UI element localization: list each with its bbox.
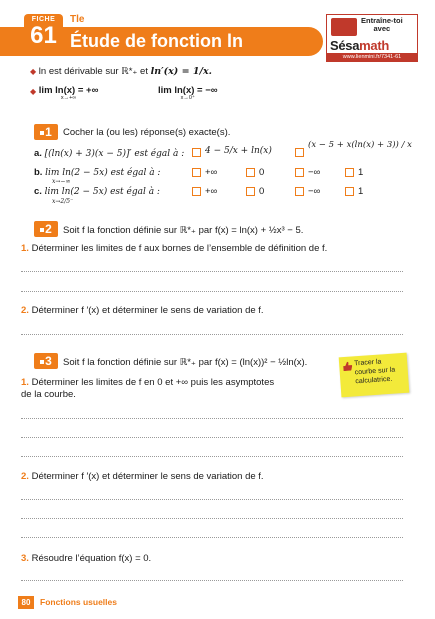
ex1-c-option-2: 0	[259, 186, 265, 197]
ex2-q2	[21, 305, 264, 316]
calculator-sticker	[339, 353, 410, 398]
ex3-statement: Soit f la fonction définie sur ℝ*₊ par f(x) = (ln(x))² − ½ln(x).	[63, 357, 308, 368]
ex1-row-b	[34, 167, 160, 178]
ex1-b-checkbox-2[interactable]	[246, 168, 255, 177]
sesamath-link[interactable]	[326, 14, 418, 62]
answer-line[interactable]	[21, 518, 403, 519]
answer-line[interactable]	[21, 418, 403, 419]
train-line2: avec	[373, 24, 391, 33]
level-tag: Tle	[70, 14, 85, 25]
ex3-q1-line2: de la courbe.	[21, 389, 76, 400]
ex1-number: 1	[45, 125, 52, 139]
ex1-a-checkbox-2[interactable]	[295, 148, 304, 157]
fiche-badge	[24, 14, 63, 56]
limit-2	[158, 86, 218, 101]
limit-2-text: lim ln(x) = −∞	[158, 85, 218, 96]
ex1-b-checkbox-3[interactable]	[295, 168, 304, 177]
page-title: Étude de fonction ln	[70, 31, 243, 51]
ex1-row-a	[34, 148, 184, 159]
bullet-icon: ◆	[30, 87, 37, 96]
ex3-q1	[21, 377, 274, 388]
ex2-q1	[21, 243, 327, 254]
ex3-q3-num: 3.	[21, 553, 29, 564]
intro-line1-text: ln est dérivable sur ℝ*₊ et	[38, 66, 148, 77]
ex3-number: 3	[45, 354, 52, 368]
ex1-b-question: lim ln(2 − 5x) est égal à :	[45, 168, 161, 178]
exercise-1-badge	[34, 124, 58, 140]
ex3-q1-num: 1.	[21, 377, 29, 388]
fiche-label: FICHE	[31, 16, 56, 23]
exercise-3-badge	[34, 353, 58, 369]
ex2-number: 2	[45, 222, 52, 236]
intro-limit-2	[158, 86, 218, 101]
answer-line[interactable]	[21, 271, 403, 272]
ex1-b-option-1: +∞	[205, 167, 218, 178]
ex1-b-option-2: 0	[259, 167, 265, 178]
fiche-number: 61	[30, 22, 57, 49]
answer-line[interactable]	[21, 580, 403, 581]
intro-line1	[30, 66, 212, 77]
ex1-instruction: Cocher la (ou les) réponse(s) exacte(s).	[63, 127, 231, 138]
ex1-b-option-3: −∞	[308, 167, 321, 178]
sticker-text: Tracer la courbe sur la calculatrice.	[353, 358, 396, 386]
ex1-a-checkbox-1[interactable]	[192, 148, 201, 157]
ex1-c-option-4: 1	[358, 186, 364, 197]
answer-line[interactable]	[21, 456, 403, 457]
train-line1: Entraîne-toi	[361, 16, 403, 25]
answer-line[interactable]	[21, 437, 403, 438]
ex3-q1-line1: Déterminer les limites de f en 0 et +∞ puis les asymptotes	[31, 377, 275, 388]
bullet-icon: ◆	[30, 67, 37, 76]
answer-line[interactable]	[21, 334, 403, 335]
limit-1-text: lim ln(x) = +∞	[38, 85, 99, 96]
intro-line1-math: ln′(x) = 1/x.	[150, 66, 212, 77]
ex1-c-option-1: +∞	[205, 186, 218, 197]
intro-limits	[30, 86, 98, 101]
answer-line[interactable]	[21, 537, 403, 538]
answer-line[interactable]	[21, 291, 403, 292]
thumbs-up-icon	[342, 361, 353, 372]
page-number: 80	[18, 596, 34, 609]
answer-line[interactable]	[21, 499, 403, 500]
ex1-a-question: [(ln(x) + 3)(x − 5)]′ est égal à :	[44, 149, 185, 159]
ex1-a-option-1: 4 − 5/x + ln(x)	[205, 146, 272, 156]
ex2-q2-num: 2.	[21, 305, 29, 316]
ex1-a-option-2: (x − 5 + x(ln(x) + 3)) / x	[308, 140, 412, 150]
ex1-c-checkbox-4[interactable]	[345, 187, 354, 196]
ex2-statement: Soit f la fonction définie sur ℝ*₊ par f(x) = ln(x) + ½x³ − 5.	[63, 225, 304, 236]
ex1-c-letter: c.	[34, 186, 42, 197]
ex3-q3-text: Résoudre l’équation f(x) = 0.	[31, 553, 152, 564]
ex1-b-letter: b.	[34, 167, 43, 178]
ex1-c-checkbox-1[interactable]	[192, 187, 201, 196]
ex1-c-sub: x→2/5⁻	[52, 198, 74, 205]
exercise-2-badge	[34, 221, 58, 237]
ex2-q1-text: Déterminer les limites de f aux bornes de l’ensemble de définition de f.	[31, 243, 328, 254]
sesamath-url[interactable]: www.lienmini.fr/7341-61	[327, 53, 417, 62]
ex1-b-sub: x→−∞	[52, 178, 71, 185]
ex3-q2	[21, 471, 264, 482]
section-name: Fonctions usuelles	[40, 597, 117, 607]
ex1-c-option-3: −∞	[308, 186, 321, 197]
logo-part-a: Sésa	[330, 38, 360, 53]
ex3-q2-num: 2.	[21, 471, 29, 482]
ex1-c-checkbox-3[interactable]	[295, 187, 304, 196]
ex1-b-option-4: 1	[358, 167, 364, 178]
sesamath-logo	[330, 38, 389, 53]
ex1-row-c	[34, 186, 160, 197]
ex1-c-checkbox-2[interactable]	[246, 187, 255, 196]
ex1-b-checkbox-1[interactable]	[192, 168, 201, 177]
ex1-c-question: lim ln(2 − 5x) est égal à :	[44, 187, 160, 197]
computer-icon	[331, 18, 357, 36]
ex2-q1-num: 1.	[21, 243, 29, 254]
ex2-q2-text: Déterminer f ′(x) et déterminer le sens de variation de f.	[31, 305, 264, 316]
limit-2-sub: x→0⁺	[180, 95, 195, 101]
ex3-q2-text: Déterminer f ′(x) et déterminer le sens de variation de f.	[31, 471, 264, 482]
ex1-b-checkbox-4[interactable]	[345, 168, 354, 177]
limit-1-sub: x→+∞	[60, 95, 77, 101]
limit-1	[39, 86, 99, 101]
sesamath-train-text	[361, 17, 403, 33]
logo-part-b: math	[359, 38, 390, 53]
ex1-a-letter: a.	[34, 148, 42, 159]
ex3-q3	[21, 553, 151, 564]
